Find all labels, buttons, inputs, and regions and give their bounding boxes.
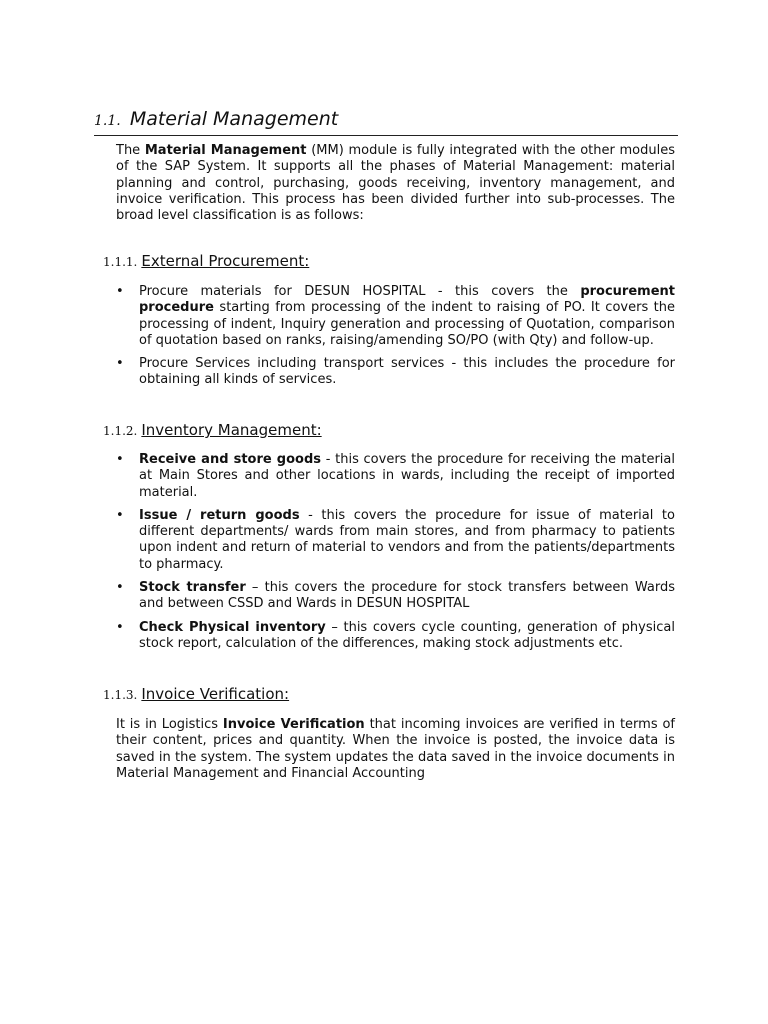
bullet-icon: • [116,507,124,523]
intro-paragraph [116,143,675,224]
item-text: – this covers the procedure for stock transfers between Wards and between CSSD and Wards in DESUN HOSPITAL [139,580,675,612]
invoice-text-1: It is in Logistics [116,717,223,732]
subsection-heading-procurement [103,252,309,270]
bullet-icon: • [116,356,124,372]
list-item [116,452,675,501]
subsection-number: 1.1.1. [103,255,138,269]
procurement-list [116,284,675,396]
item-text: starting from processing of the indent to raising of PO. It covers the processing of indent, Inquiry generation and processing of Quotation, comparison of quotation based on ranks, raising/amending SO/PO (with Qty) and follow-up. [139,300,675,348]
subsection-title: Inventory Management: [141,421,322,439]
bullet-icon: • [116,580,124,596]
list-item [116,620,675,653]
invoice-paragraph [116,717,675,782]
item-bold: Issue / return goods [139,507,300,523]
item-text: - this covers the procedure for receiving the material at Main Stores and other locations in wards, including the receipt of imported material. [139,452,675,500]
bullet-icon: • [116,452,124,467]
subsection-number: 1.1.3. [103,688,138,702]
intro-text-1: The [116,143,145,158]
subsection-heading-invoice [103,685,289,703]
invoice-bold-term: Invoice Verification [222,717,365,732]
subsection-title: Invoice Verification: [141,685,290,703]
subsection-number: 1.1.2. [103,424,138,438]
item-text: Procure materials for DESUN HOSPITAL - this covers the [139,284,581,299]
list-item [116,508,675,573]
item-bold: procurement procedure [139,284,675,316]
list-item [116,356,675,389]
item-text: Procure Services including transport services - this includes the procedure for obtaining all kinds of services. [139,356,675,388]
bullet-icon: • [116,619,124,635]
invoice-text-2: that incoming invoices are verified in terms of their content, prices and quantity. When the invoice is posted, the invoice data is saved in the system. The system updates the data saved in the invoice documents in Material Management and Financial Accounting [116,717,675,781]
inventory-list [116,452,675,659]
list-item [116,580,675,613]
subsection-title: External Procurement: [141,252,310,270]
item-bold: Check Physical inventory [139,619,326,635]
intro-bold-term: Material Management [144,143,307,158]
section-heading [94,108,678,136]
item-text: – this covers cycle counting, generation of physical stock report, calculation of the differences, making stock adjustments etc. [139,619,675,651]
item-bold: Stock transfer [139,580,246,596]
item-bold: Receive and store goods [139,452,322,467]
section-number: 1.1. [94,113,121,129]
intro-text-2: (MM) module is fully integrated with the other modules of the SAP System. It supports all the phases of Material Management: material planning and control, purchasing, goods receiving, inventory management, and invoice verification. This process has been divided further into sub-processes. The broad level classification is as follows: [116,143,676,224]
item-text: - this covers the procedure for issue of material to different departments/ wards from main stores, and from pharmacy to patients upon indent and return of material to vendors and from the patients/departments to pharmacy. [139,507,675,572]
list-item [116,284,675,349]
section-title: Material Management [129,108,339,130]
bullet-icon: • [116,284,124,299]
subsection-heading-inventory [103,421,322,439]
